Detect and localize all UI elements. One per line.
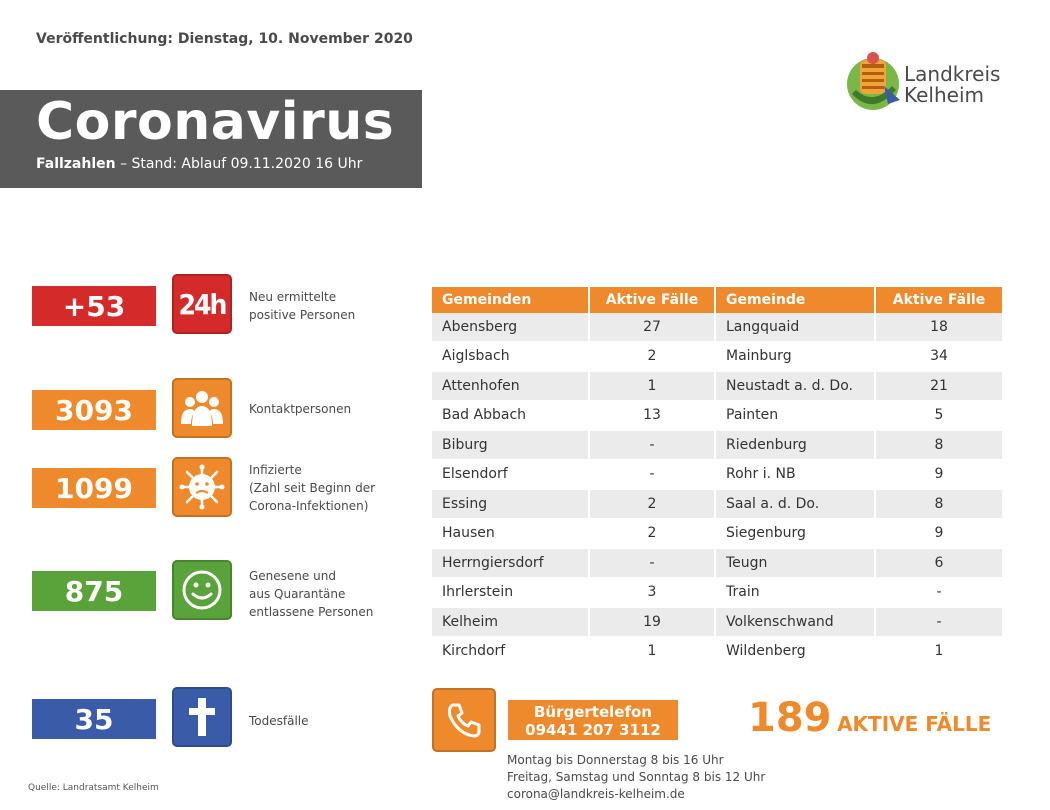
cell-gemeinde-left: Kelheim <box>432 608 590 638</box>
active-total-value: 189 <box>748 695 832 741</box>
cell-faelle-right: 9 <box>876 520 1004 550</box>
cell-faelle-left: 1 <box>590 638 716 668</box>
cell-faelle-right: 8 <box>876 431 1004 461</box>
cell-faelle-left: - <box>590 431 716 461</box>
table-row <box>432 549 1004 579</box>
cell-gemeinde-right: Train <box>716 579 876 609</box>
cases-table <box>432 287 1004 667</box>
hotline-title: Bürgertelefon <box>534 703 652 721</box>
virus-icon <box>172 457 232 517</box>
cell-faelle-left: 1 <box>590 372 716 402</box>
cell-faelle-right: 18 <box>876 313 1004 343</box>
cell-gemeinde-right: Rohr i. NB <box>716 461 876 491</box>
cell-gemeinde-right: Riedenburg <box>716 431 876 461</box>
24h-icon <box>172 274 232 334</box>
new-positive-count: +53 <box>32 286 156 326</box>
subtitle-bold: Fallzahlen <box>36 156 116 172</box>
logo-text <box>904 64 1000 106</box>
table-row <box>432 608 1004 638</box>
cell-faelle-left: 2 <box>590 520 716 550</box>
deaths-label <box>249 712 309 730</box>
cell-faelle-left: 3 <box>590 579 716 609</box>
recovered-label-1: Genesene und <box>249 569 336 583</box>
new-positive-label-1: Neu ermittelte <box>249 290 337 304</box>
cell-faelle-left: 2 <box>590 343 716 373</box>
header-gemeinde: Gemeinde <box>716 287 876 313</box>
table-row <box>432 520 1004 550</box>
cell-faelle-right: 1 <box>876 638 1004 668</box>
cell-faelle-left: - <box>590 549 716 579</box>
recovered-count: 875 <box>32 571 156 611</box>
source-note: Quelle: Landratsamt Kelheim <box>28 783 159 793</box>
cell-gemeinde-right: Siegenburg <box>716 520 876 550</box>
cell-gemeinde-left: Abensberg <box>432 313 590 343</box>
cell-faelle-right: - <box>876 579 1004 609</box>
cell-faelle-right: 34 <box>876 343 1004 373</box>
cell-gemeinde-left: Elsendorf <box>432 461 590 491</box>
cell-gemeinde-left: Attenhofen <box>432 372 590 402</box>
header-aktive-faelle-1: Aktive Fälle <box>590 287 716 313</box>
table-row <box>432 402 1004 432</box>
table-header-row <box>432 287 1004 313</box>
contacts-label <box>249 400 351 418</box>
cell-gemeinde-left: Ihrlerstein <box>432 579 590 609</box>
cell-faelle-right: - <box>876 608 1004 638</box>
cell-gemeinde-right: Saal a. d. Do. <box>716 490 876 520</box>
page-subtitle <box>36 156 362 172</box>
recovered-label-2: aus Quarantäne <box>249 587 346 601</box>
table-row <box>432 461 1004 491</box>
infected-count: 1099 <box>32 468 156 508</box>
cell-faelle-right: 6 <box>876 549 1004 579</box>
hotline-phone: 09441 207 3112 <box>525 721 661 739</box>
cell-faelle-left: 19 <box>590 608 716 638</box>
cell-gemeinde-right: Neustadt a. d. Do. <box>716 372 876 402</box>
table-row <box>432 431 1004 461</box>
hotline-hours-2: Freitag, Samstag und Sonntag 8 bis 12 Uhr <box>507 770 766 784</box>
cell-gemeinde-left: Kirchdorf <box>432 638 590 668</box>
contacts-label-1: Kontaktpersonen <box>249 402 352 416</box>
logo-line-2: Kelheim <box>904 83 984 107</box>
table-row <box>432 579 1004 609</box>
cell-faelle-left: 2 <box>590 490 716 520</box>
table-row <box>432 490 1004 520</box>
table-row <box>432 372 1004 402</box>
cell-gemeinde-left: Bad Abbach <box>432 402 590 432</box>
cell-faelle-left: 27 <box>590 313 716 343</box>
deaths-label-1: Todesfälle <box>249 714 309 728</box>
cell-faelle-left: 13 <box>590 402 716 432</box>
table-row <box>432 638 1004 668</box>
active-total <box>748 695 991 741</box>
recovered-label-3: entlassene Personen <box>249 605 374 619</box>
cell-faelle-right: 9 <box>876 461 1004 491</box>
phone-icon <box>432 688 496 752</box>
group-icon <box>172 378 232 438</box>
publication-date: Veröffentlichung: Dienstag, 10. November 2020 <box>36 31 413 47</box>
cell-faelle-right: 5 <box>876 402 1004 432</box>
hotline-hours-1: Montag bis Donnerstag 8 bis 16 Uhr <box>507 753 724 767</box>
contacts-count: 3093 <box>32 390 156 430</box>
hotline-box <box>508 700 678 740</box>
cross-icon <box>172 687 232 747</box>
24h-icon-text: 24h <box>178 287 226 321</box>
smiley-icon <box>172 560 232 620</box>
infected-label-2: (Zahl seit Beginn der <box>249 481 376 495</box>
cell-gemeinde-right: Langquaid <box>716 313 876 343</box>
hotline-email: corona@landkreis-kelheim.de <box>507 787 685 801</box>
cell-gemeinde-right: Teugn <box>716 549 876 579</box>
cell-gemeinde-right: Volkenschwand <box>716 608 876 638</box>
infected-label <box>249 461 375 515</box>
header-gemeinden: Gemeinden <box>432 287 590 313</box>
recovered-label <box>249 567 373 621</box>
deaths-count: 35 <box>32 699 156 739</box>
new-positive-label-2: positive Personen <box>249 308 356 322</box>
new-positive-label <box>249 288 355 324</box>
cell-faelle-left: - <box>590 461 716 491</box>
cell-gemeinde-left: Biburg <box>432 431 590 461</box>
page-title: Coronavirus <box>36 92 395 152</box>
table-row <box>432 343 1004 373</box>
cell-gemeinde-left: Herrngiersdorf <box>432 549 590 579</box>
infected-label-3: Corona-Infektionen) <box>249 499 369 513</box>
cell-gemeinde-left: Hausen <box>432 520 590 550</box>
subtitle-rest: – Stand: Ablauf 09.11.2020 16 Uhr <box>115 156 363 172</box>
active-total-label: AKTIVE FÄLLE <box>837 712 992 736</box>
infected-label-1: Infizierte <box>249 463 302 477</box>
cell-faelle-right: 8 <box>876 490 1004 520</box>
table-row <box>432 313 1004 343</box>
cell-gemeinde-left: Essing <box>432 490 590 520</box>
cell-faelle-right: 21 <box>876 372 1004 402</box>
cell-gemeinde-right: Mainburg <box>716 343 876 373</box>
cell-gemeinde-right: Painten <box>716 402 876 432</box>
cell-gemeinde-right: Wildenberg <box>716 638 876 668</box>
header-aktive-faelle-2: Aktive Fälle <box>876 287 1004 313</box>
hotline-hours <box>507 752 765 803</box>
cell-gemeinde-left: Aiglsbach <box>432 343 590 373</box>
logo-line-1: Landkreis <box>904 62 1001 86</box>
